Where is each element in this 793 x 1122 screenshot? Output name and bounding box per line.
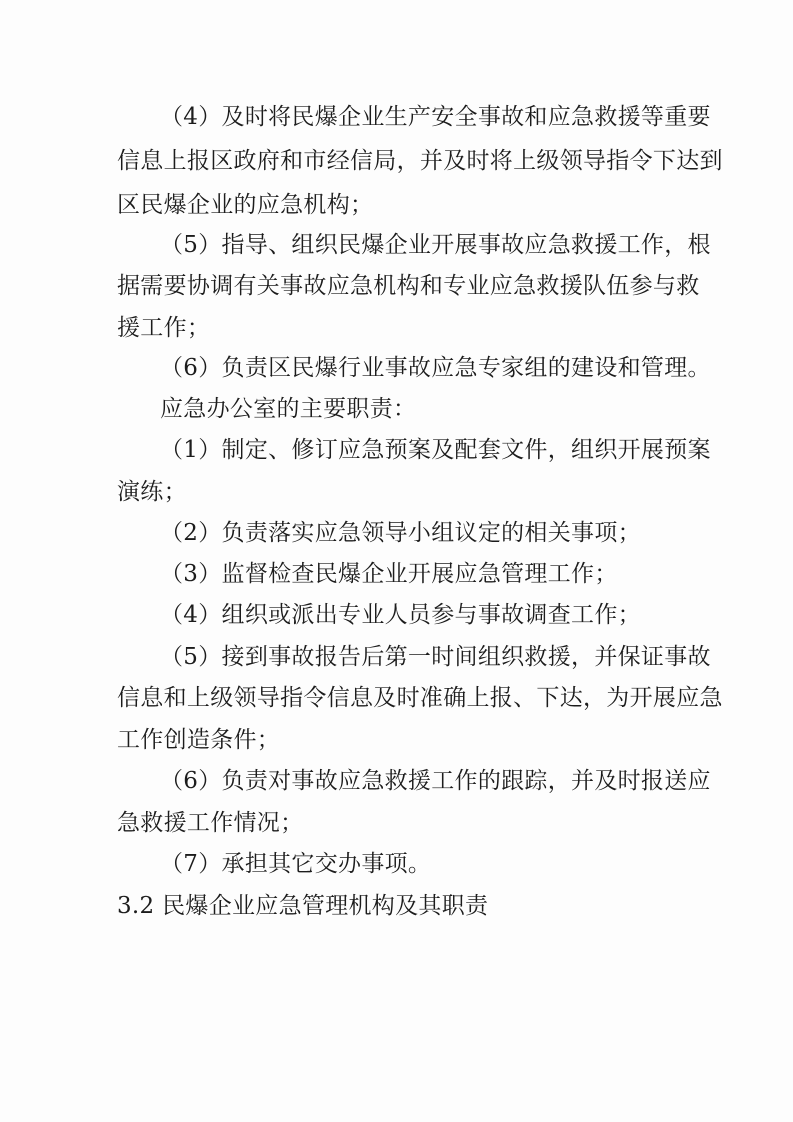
section-heading: 3.2 民爆企业应急管理机构及其职责 — [117, 893, 489, 919]
paragraph-line: 工作创造条件； — [117, 727, 281, 753]
paragraph-line: 区民爆企业的应急机构； — [117, 192, 374, 218]
paragraph-line: （6）负责区民爆行业事故应急专家组的建设和管理。 — [160, 355, 711, 381]
paragraph-line: （4）及时将民爆企业生产安全事故和应急救援等重要 — [160, 104, 711, 130]
paragraph-line: （5）指导、组织民爆企业开展事故应急救援工作，根 — [160, 232, 711, 258]
paragraph-line: （7）承担其它交办事项。 — [160, 851, 432, 877]
paragraph-line: （3）监督检查民爆企业开展应急管理工作； — [160, 561, 618, 587]
paragraph-line: 应急办公室的主要职责： — [160, 396, 417, 422]
paragraph-line: （5）接到事故报告后第一时间组织救援，并保证事故 — [160, 644, 711, 670]
paragraph-line: 急救援工作情况； — [117, 810, 304, 836]
paragraph-line: 据需要协调有关事故应急机构和专业应急救援队伍参与救 — [117, 273, 700, 299]
paragraph-line: （4）组织或派出专业人员参与事故调查工作； — [160, 602, 641, 628]
paragraph-line: （6）负责对事故应急救援工作的跟踪，并及时报送应 — [160, 768, 711, 794]
paragraph-line: （1）制定、修订应急预案及配套文件，组织开展预案 — [160, 437, 711, 463]
paragraph-line: （2）负责落实应急领导小组议定的相关事项； — [160, 520, 641, 546]
paragraph-line: 信息上报区政府和市经信局，并及时将上级领导指令下达到 — [117, 148, 723, 174]
paragraph-line: 演练； — [117, 479, 187, 505]
paragraph-line: 信息和上级领导指令信息及时准确上报、下达，为开展应急 — [117, 685, 723, 711]
paragraph-line: 援工作； — [117, 315, 211, 341]
